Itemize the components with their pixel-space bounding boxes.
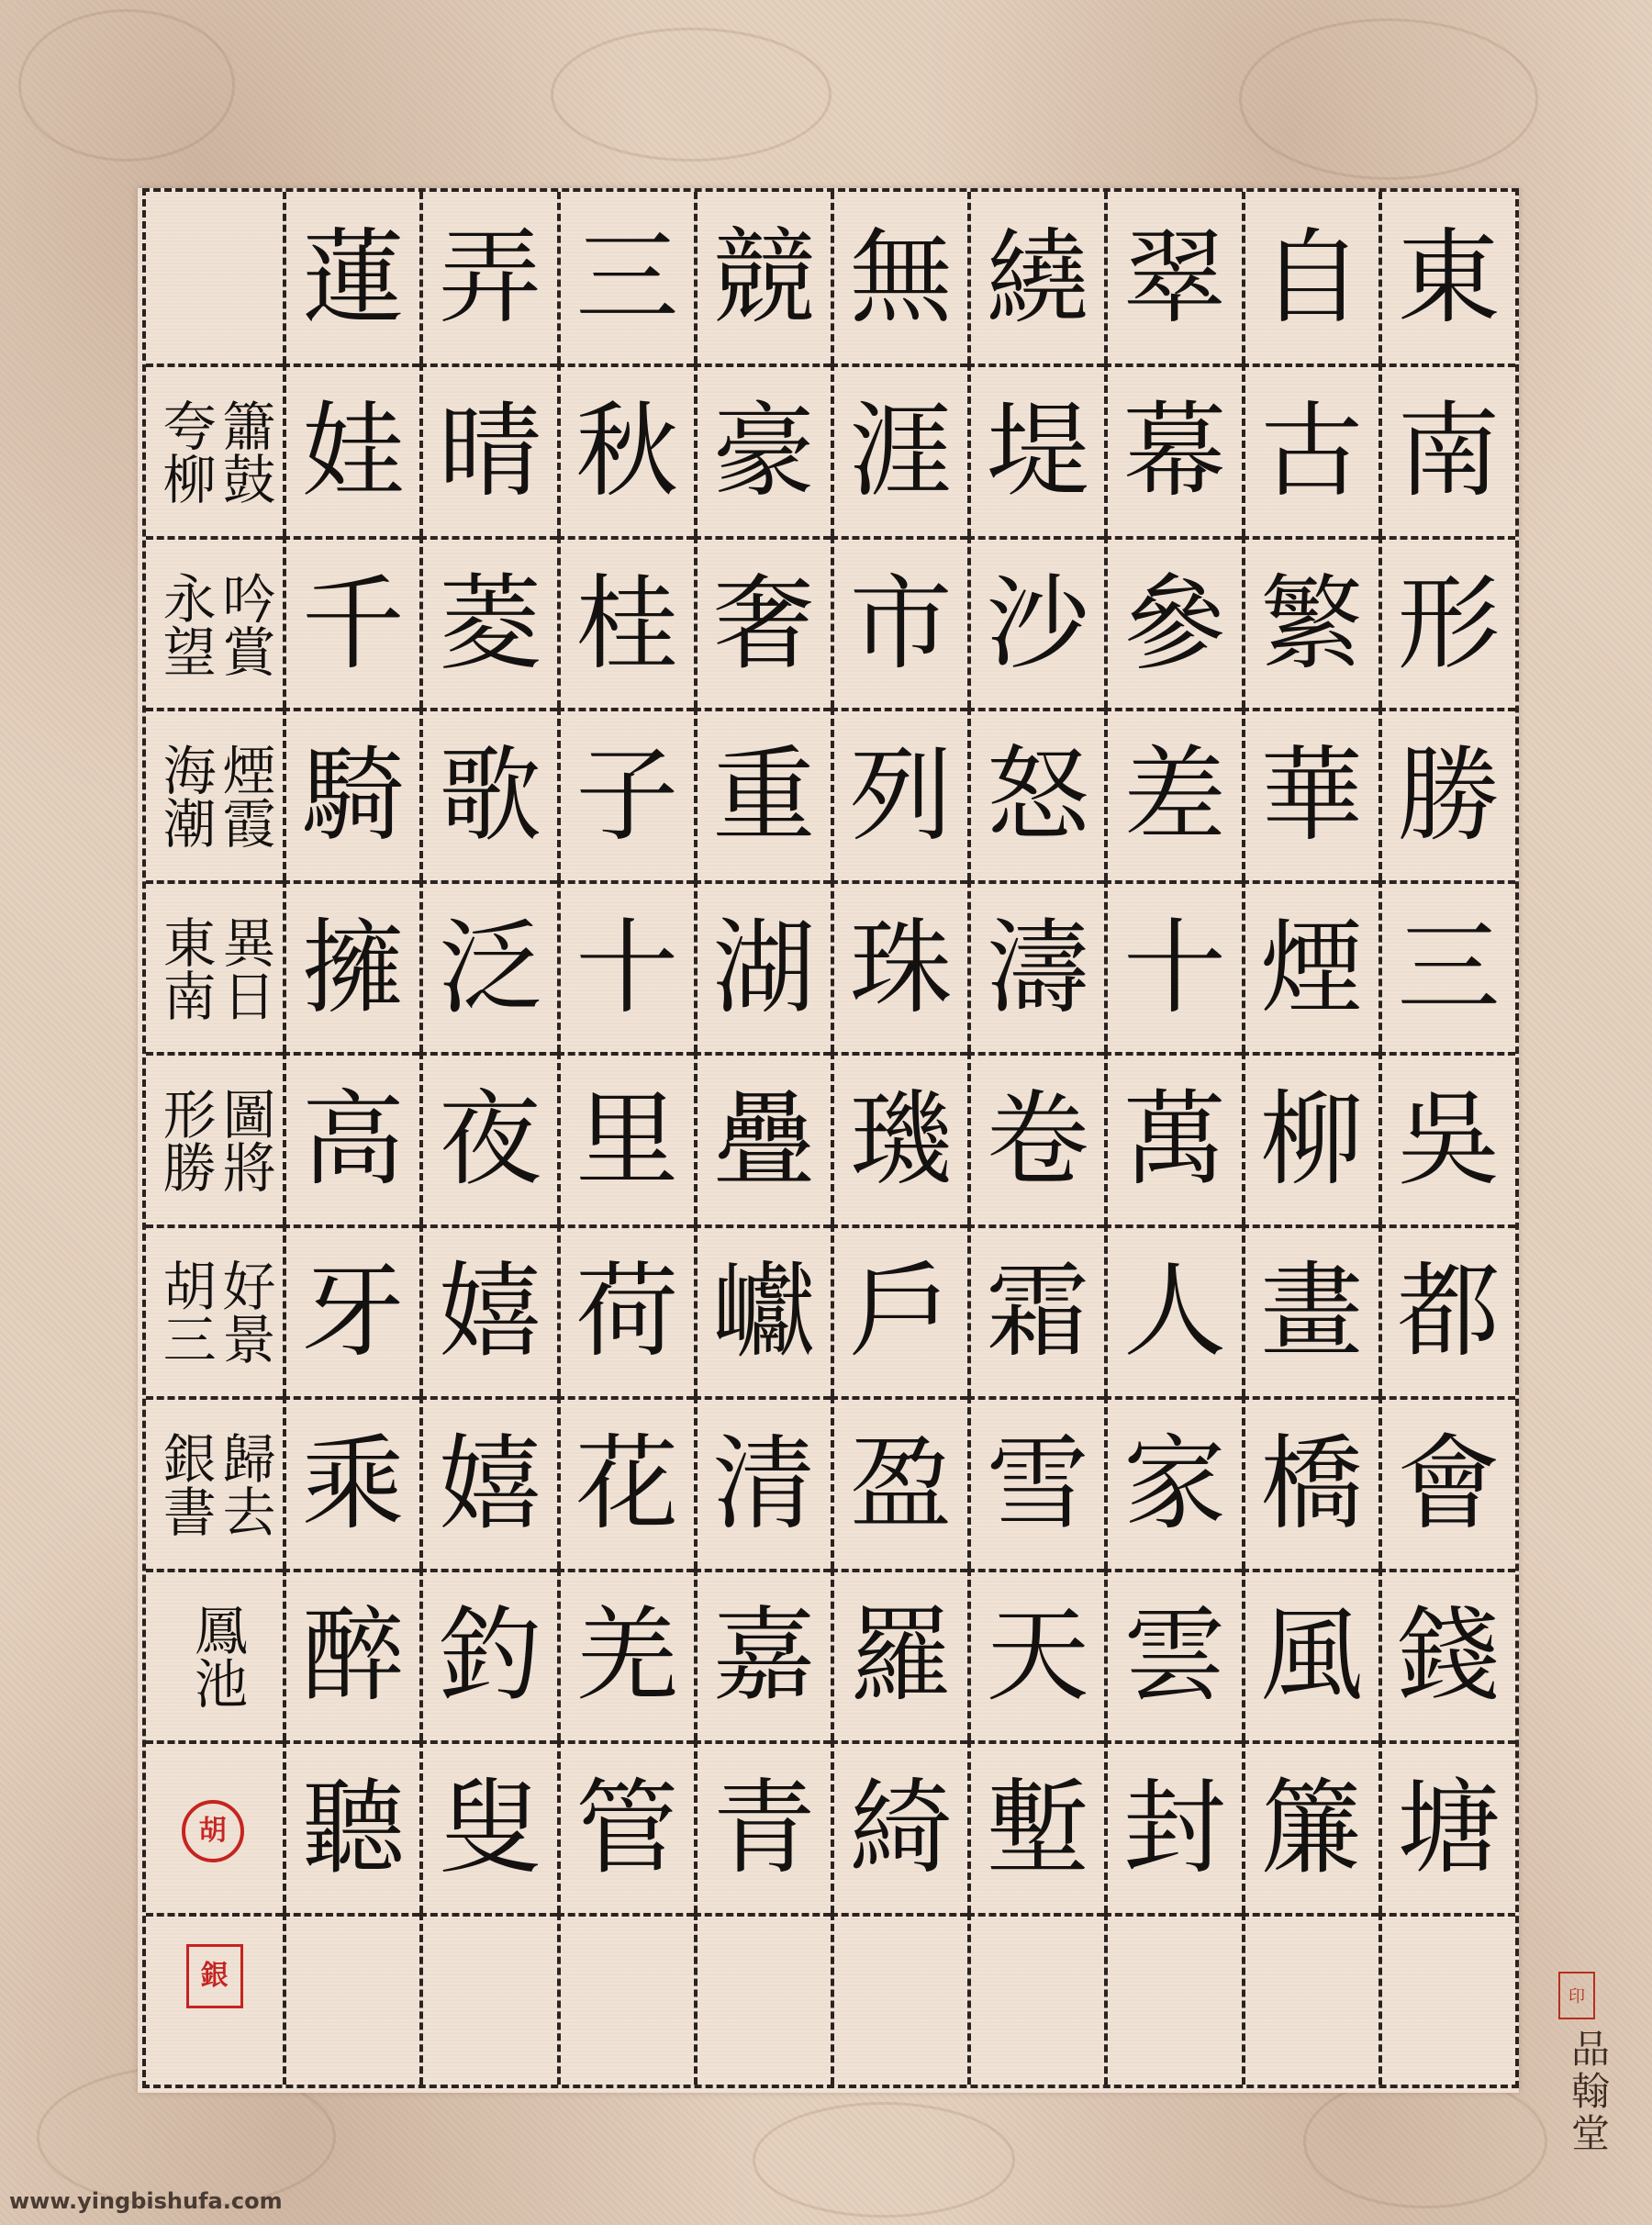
poem-character: 十 bbox=[557, 880, 694, 1052]
colophon-cell bbox=[146, 1913, 283, 2085]
poem-character: 三 bbox=[1379, 880, 1515, 1052]
poem-character: 嬉 bbox=[419, 1396, 556, 1568]
poem-character: 花 bbox=[557, 1396, 694, 1568]
poem-character: 綺 bbox=[831, 1740, 967, 1912]
poem-character: 千 bbox=[283, 536, 419, 708]
poem-character: 羌 bbox=[557, 1569, 694, 1740]
colophon-character: 煙霞 bbox=[213, 743, 276, 850]
poem-character: 子 bbox=[557, 708, 694, 879]
poem-character bbox=[694, 1913, 831, 2085]
poem-character: 東 bbox=[1379, 192, 1515, 363]
colophon-character: 胡三 bbox=[153, 1258, 217, 1366]
poem-character: 家 bbox=[1104, 1396, 1241, 1568]
poem-character: 簾 bbox=[1242, 1740, 1379, 1912]
poem-character: 菱 bbox=[419, 536, 556, 708]
watermark-url: www.yingbishufa.com bbox=[9, 2188, 283, 2214]
colophon-character: 圖將 bbox=[213, 1086, 276, 1193]
poem-character bbox=[967, 1913, 1104, 2085]
poem-character: 歌 bbox=[419, 708, 556, 879]
poem-character: 卷 bbox=[967, 1052, 1104, 1224]
colophon-character: 東南 bbox=[153, 914, 217, 1022]
poem-character: 里 bbox=[557, 1052, 694, 1224]
poem-character: 風 bbox=[1242, 1569, 1379, 1740]
colophon-character: 形勝 bbox=[153, 1086, 217, 1193]
poem-character: 繁 bbox=[1242, 536, 1379, 708]
poem-character: 擁 bbox=[283, 880, 419, 1052]
poem-character: 十 bbox=[1104, 880, 1241, 1052]
colophon-cell bbox=[146, 1740, 283, 1912]
square-seal: 銀 bbox=[186, 1944, 243, 2008]
poem-character: 畫 bbox=[1242, 1224, 1379, 1396]
poem-character: 乘 bbox=[283, 1396, 419, 1568]
poem-character bbox=[419, 1913, 556, 2085]
mount-pattern bbox=[1239, 18, 1538, 180]
colophon-cell bbox=[146, 1052, 283, 1224]
poem-character: 勝 bbox=[1379, 708, 1515, 879]
colophon-character: 鳳池 bbox=[185, 1603, 249, 1710]
poem-character: 夜 bbox=[419, 1052, 556, 1224]
poem-character: 會 bbox=[1379, 1396, 1515, 1568]
poem-character: 醉 bbox=[283, 1569, 419, 1740]
poem-character: 南 bbox=[1379, 363, 1515, 535]
poem-character: 荷 bbox=[557, 1224, 694, 1396]
colophon-cell bbox=[146, 192, 283, 363]
poem-character: 都 bbox=[1379, 1224, 1515, 1396]
poem-character bbox=[1379, 1913, 1515, 2085]
colophon-character: 永望 bbox=[153, 570, 217, 677]
poem-character bbox=[831, 1913, 967, 2085]
poem-character: 怒 bbox=[967, 708, 1104, 879]
poem-character: 疊 bbox=[694, 1052, 831, 1224]
poem-character: 奢 bbox=[694, 536, 831, 708]
colophon-character: 歸去 bbox=[213, 1430, 276, 1537]
poem-character bbox=[557, 1913, 694, 2085]
poem-character: 晴 bbox=[419, 363, 556, 535]
poem-character: 吳 bbox=[1379, 1052, 1515, 1224]
poem-character: 湖 bbox=[694, 880, 831, 1052]
poem-character: 重 bbox=[694, 708, 831, 879]
poem-character: 雲 bbox=[1104, 1569, 1241, 1740]
poem-character: 高 bbox=[283, 1052, 419, 1224]
poem-character: 珠 bbox=[831, 880, 967, 1052]
poem-character: 聽 bbox=[283, 1740, 419, 1912]
colophon-cell bbox=[146, 536, 283, 708]
poem-character bbox=[1242, 1913, 1379, 2085]
colophon-cell bbox=[146, 1396, 283, 1568]
poem-character: 叟 bbox=[419, 1740, 556, 1912]
poem-character: 嘉 bbox=[694, 1569, 831, 1740]
poem-character: 羅 bbox=[831, 1569, 967, 1740]
poem-character: 塘 bbox=[1379, 1740, 1515, 1912]
poem-character: 盈 bbox=[831, 1396, 967, 1568]
poem-character: 翠 bbox=[1104, 192, 1241, 363]
poem-character: 列 bbox=[831, 708, 967, 879]
poem-character: 古 bbox=[1242, 363, 1379, 535]
poem-character: 璣 bbox=[831, 1052, 967, 1224]
round-seal: 胡 bbox=[182, 1800, 244, 1862]
colophon-character: 吟賞 bbox=[213, 570, 276, 677]
colophon-cell bbox=[146, 1224, 283, 1396]
poem-character: 雪 bbox=[967, 1396, 1104, 1568]
colophon-character: 異日 bbox=[213, 914, 276, 1022]
poem-character: 形 bbox=[1379, 536, 1515, 708]
poem-character: 娃 bbox=[283, 363, 419, 535]
poem-character: 幕 bbox=[1104, 363, 1241, 535]
poem-character: 泛 bbox=[419, 880, 556, 1052]
poem-character: 釣 bbox=[419, 1569, 556, 1740]
colophon-character: 夸柳 bbox=[153, 398, 217, 506]
calligraphy-grid bbox=[142, 188, 1519, 2088]
colophon-cell bbox=[146, 363, 283, 535]
poem-character: 參 bbox=[1104, 536, 1241, 708]
poem-character bbox=[1104, 1913, 1241, 2085]
poem-character: 三 bbox=[557, 192, 694, 363]
poem-character: 秋 bbox=[557, 363, 694, 535]
poem-character: 競 bbox=[694, 192, 831, 363]
poem-character: 涯 bbox=[831, 363, 967, 535]
poem-character: 萬 bbox=[1104, 1052, 1241, 1224]
mount-pattern bbox=[1303, 2074, 1547, 2208]
poem-character: 天 bbox=[967, 1569, 1104, 1740]
colophon-character: 簫鼓 bbox=[213, 398, 276, 506]
colophon-cell bbox=[146, 880, 283, 1052]
colophon-cell bbox=[146, 1569, 283, 1740]
poem-character: 市 bbox=[831, 536, 967, 708]
mount-mark: 品翰堂 bbox=[1566, 2029, 1611, 2155]
colophon-cell bbox=[146, 708, 283, 879]
colophon-character: 銀書 bbox=[153, 1430, 217, 1537]
poem-character: 沙 bbox=[967, 536, 1104, 708]
poem-character: 封 bbox=[1104, 1740, 1241, 1912]
poem-character: 牙 bbox=[283, 1224, 419, 1396]
poem-character: 繞 bbox=[967, 192, 1104, 363]
poem-character: 青 bbox=[694, 1740, 831, 1912]
poem-character: 騎 bbox=[283, 708, 419, 879]
mount-pattern bbox=[551, 28, 832, 162]
poem-character: 錢 bbox=[1379, 1569, 1515, 1740]
poem-character: 管 bbox=[557, 1740, 694, 1912]
poem-character: 嬉 bbox=[419, 1224, 556, 1396]
poem-character: 人 bbox=[1104, 1224, 1241, 1396]
poem-character: 霜 bbox=[967, 1224, 1104, 1396]
poem-character: 清 bbox=[694, 1396, 831, 1568]
poem-character: 堤 bbox=[967, 363, 1104, 535]
mount-pattern bbox=[753, 2102, 1015, 2218]
poem-character: 差 bbox=[1104, 708, 1241, 879]
colophon-character: 海潮 bbox=[153, 743, 217, 850]
poem-character: 桂 bbox=[557, 536, 694, 708]
poem-character: 濤 bbox=[967, 880, 1104, 1052]
poem-character: 華 bbox=[1242, 708, 1379, 879]
poem-character: 煙 bbox=[1242, 880, 1379, 1052]
poem-character: 弄 bbox=[419, 192, 556, 363]
colophon-character: 好景 bbox=[213, 1258, 276, 1366]
poem-character: 蓮 bbox=[283, 192, 419, 363]
poem-character: 豪 bbox=[694, 363, 831, 535]
mount-pattern bbox=[18, 9, 235, 162]
mount-seal: 印 bbox=[1558, 1972, 1595, 2019]
poem-character: 自 bbox=[1242, 192, 1379, 363]
poem-character: 戶 bbox=[831, 1224, 967, 1396]
poem-character: 無 bbox=[831, 192, 967, 363]
poem-character: 橋 bbox=[1242, 1396, 1379, 1568]
poem-character: 塹 bbox=[967, 1740, 1104, 1912]
poem-character: 巘 bbox=[694, 1224, 831, 1396]
poem-character bbox=[283, 1913, 419, 2085]
poem-character: 柳 bbox=[1242, 1052, 1379, 1224]
